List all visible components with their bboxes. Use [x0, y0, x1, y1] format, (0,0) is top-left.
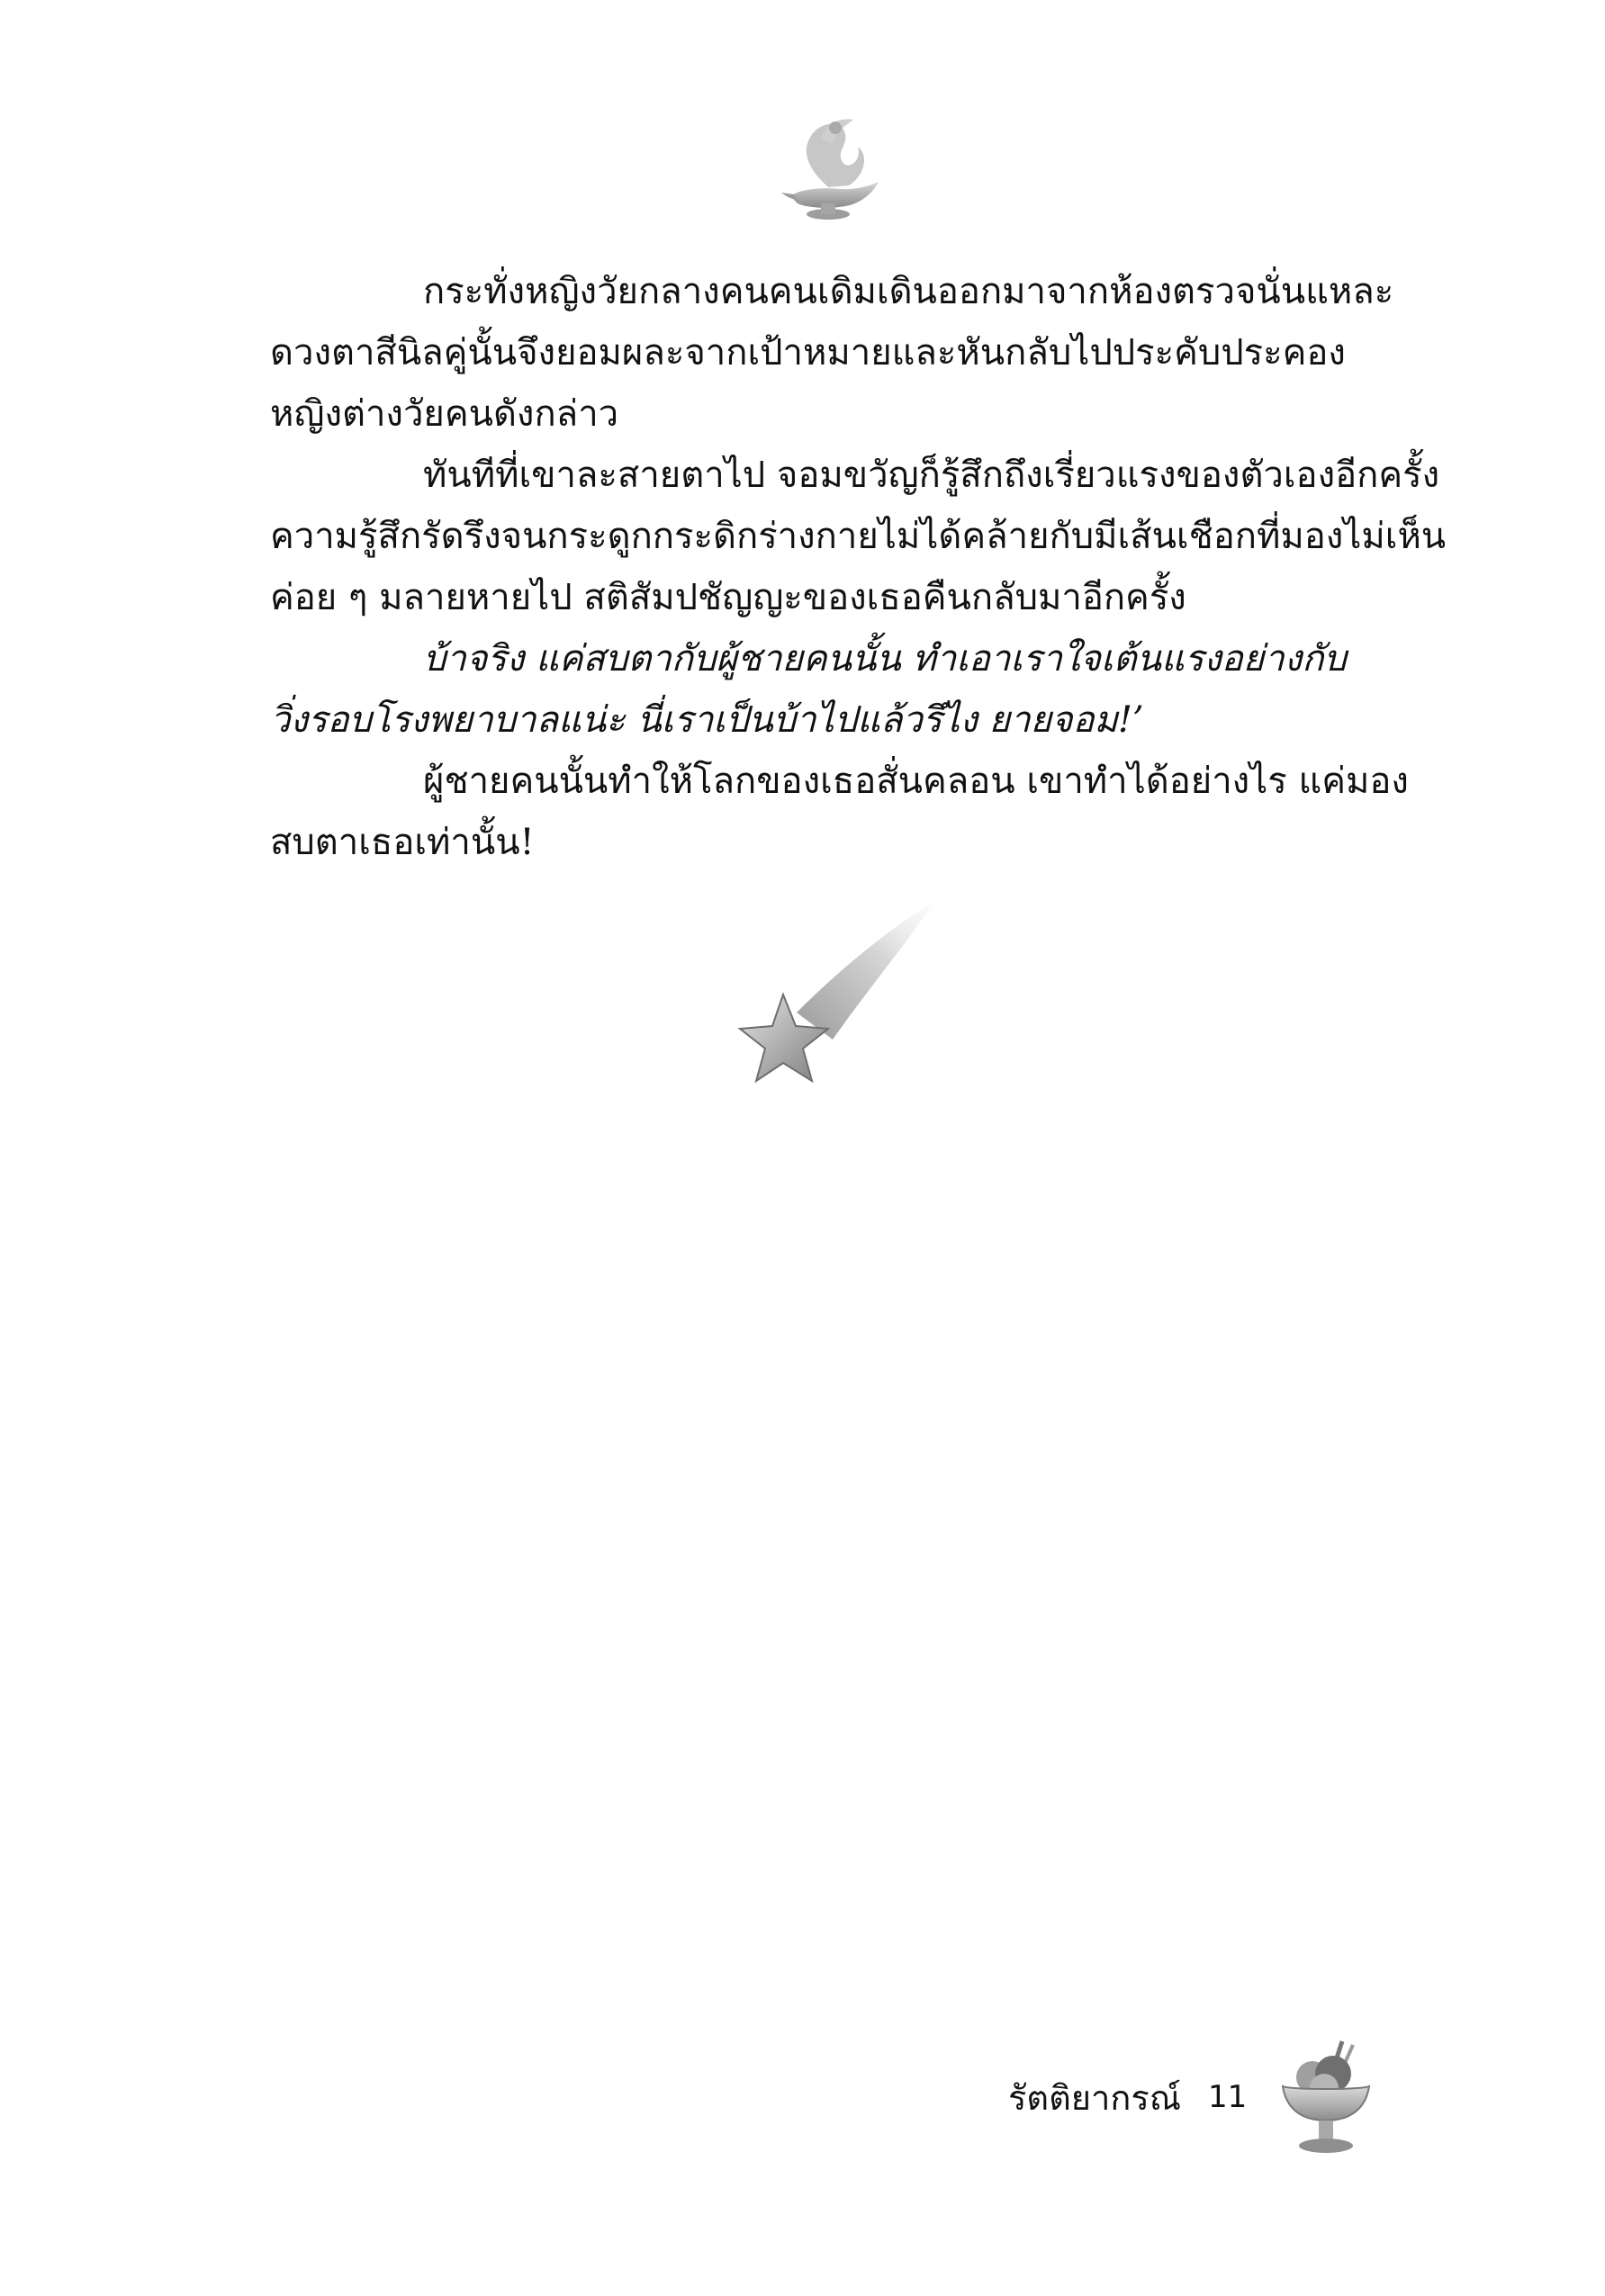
italic-thought-line: วิ่งรอบโรงพยาบาลแน่ะ นี่เราเป็นบ้าไปแล้วรึไง ยายจอม!’	[270, 699, 1144, 741]
italic-thought-line: บ้าจริง แค่สบตากับผู้ชายคนนั้น ทำเอาเราใจเต้นแรงอย่างกับ	[423, 638, 1347, 680]
paragraph-line: ผู้ชายคนนั้นทำให้โลกของเธอสั่นคลอน เขาทำได้อย่างไร แค่มอง	[423, 761, 1409, 802]
page-number: 11	[1208, 2079, 1248, 2115]
body-text	[270, 261, 1447, 873]
page-footer	[1008, 2043, 1380, 2151]
book-title: รัตติยากรณ์	[1008, 2077, 1182, 2118]
paragraph-line: กระทั่งหญิงวัยกลางคนคนเดิมเดินออกมาจากห้องตรวจนั่นแหละ	[423, 271, 1394, 312]
shooting-star-icon	[720, 896, 954, 1130]
paragraph-line: ความรู้สึกรัดรึงจนกระดูกกระดิกร่างกายไม่ได้คล้ายกับมีเส้นเชือกที่มองไม่เห็น	[270, 516, 1447, 557]
paragraph-line: ทันทีที่เขาละสายตาไป จอมขวัญก็รู้สึกถึงเรี่ยวแรงของตัวเองอีกครั้ง	[423, 455, 1440, 496]
paragraph-line: สบตาเธอเท่านั้น!	[270, 822, 535, 863]
paragraph-line: ค่อย ๆ มลายหายไป สติสัมปชัญญะของเธอคืนกลับมาอีกครั้ง	[270, 577, 1186, 618]
lamp-genie-icon	[772, 106, 889, 232]
paragraph-line: ดวงตาสีนิลคู่นั้นจึงยอมผละจากเป้าหมายและหันกลับไปประคับประคอง	[270, 332, 1346, 374]
paragraph-line: หญิงต่างวัยคนดังกล่าว	[270, 393, 619, 435]
ice-cream-sundae-icon	[1272, 2034, 1380, 2160]
